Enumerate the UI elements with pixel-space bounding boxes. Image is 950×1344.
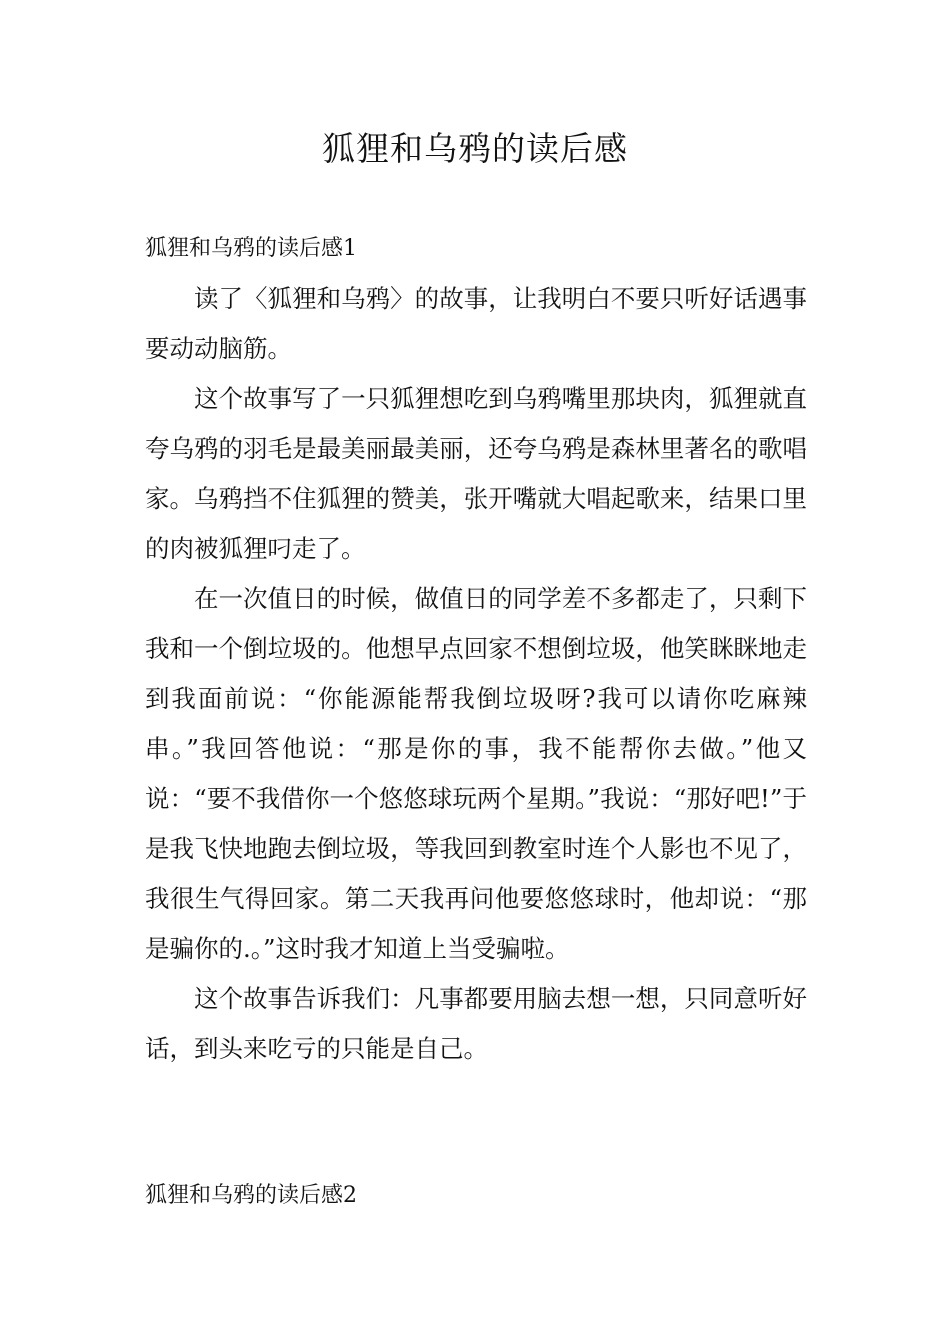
section-2-heading: 狐狸和乌鸦的读后感2 — [145, 1183, 357, 1208]
paragraph: 这个故事告诉我们：凡事都要用脑去想一想，只同意听好话，到头来吃亏的只能是自己。 — [145, 984, 807, 1063]
document-title: 狐狸和乌鸦的读后感 — [322, 129, 628, 168]
section-1-body — [145, 274, 807, 1074]
paragraph: 在一次值日的时候，做值日的同学差不多都走了，只剩下我和一个倒垃圾的。他想早点回家不想倒垃圾，他笑眯眯地走到我面前说：“你能源能帮我倒垃圾呀?我可以请你吃麻辣串。”我回答他说：“那是你的事，我不能帮你去做。”他又说：“要不我借你一个悠悠球玩两个星期。”我说：“那好吧!”于是我飞快地跑去倒垃圾，等我回到教室时连个人影也不见了，我很生气得回家。第二天我再问他要悠悠球时，他却说：“那是骗你的.。”这时我才知道上当受骗啦。 — [145, 584, 807, 963]
section-1-heading: 狐狸和乌鸦的读后感1 — [145, 236, 357, 261]
paragraph: 读了〈狐狸和乌鸦〉的故事，让我明白不要只听好话遇事要动动脑筋。 — [145, 284, 807, 363]
paragraph: 这个故事写了一只狐狸想吃到乌鸦嘴里那块肉，狐狸就直夸乌鸦的羽毛是最美丽最美丽，还夸乌鸦是森林里著名的歌唱家。乌鸦挡不住狐狸的赞美，张开嘴就大唱起歌来，结果口里的肉被狐狸叼走了。 — [145, 384, 807, 563]
